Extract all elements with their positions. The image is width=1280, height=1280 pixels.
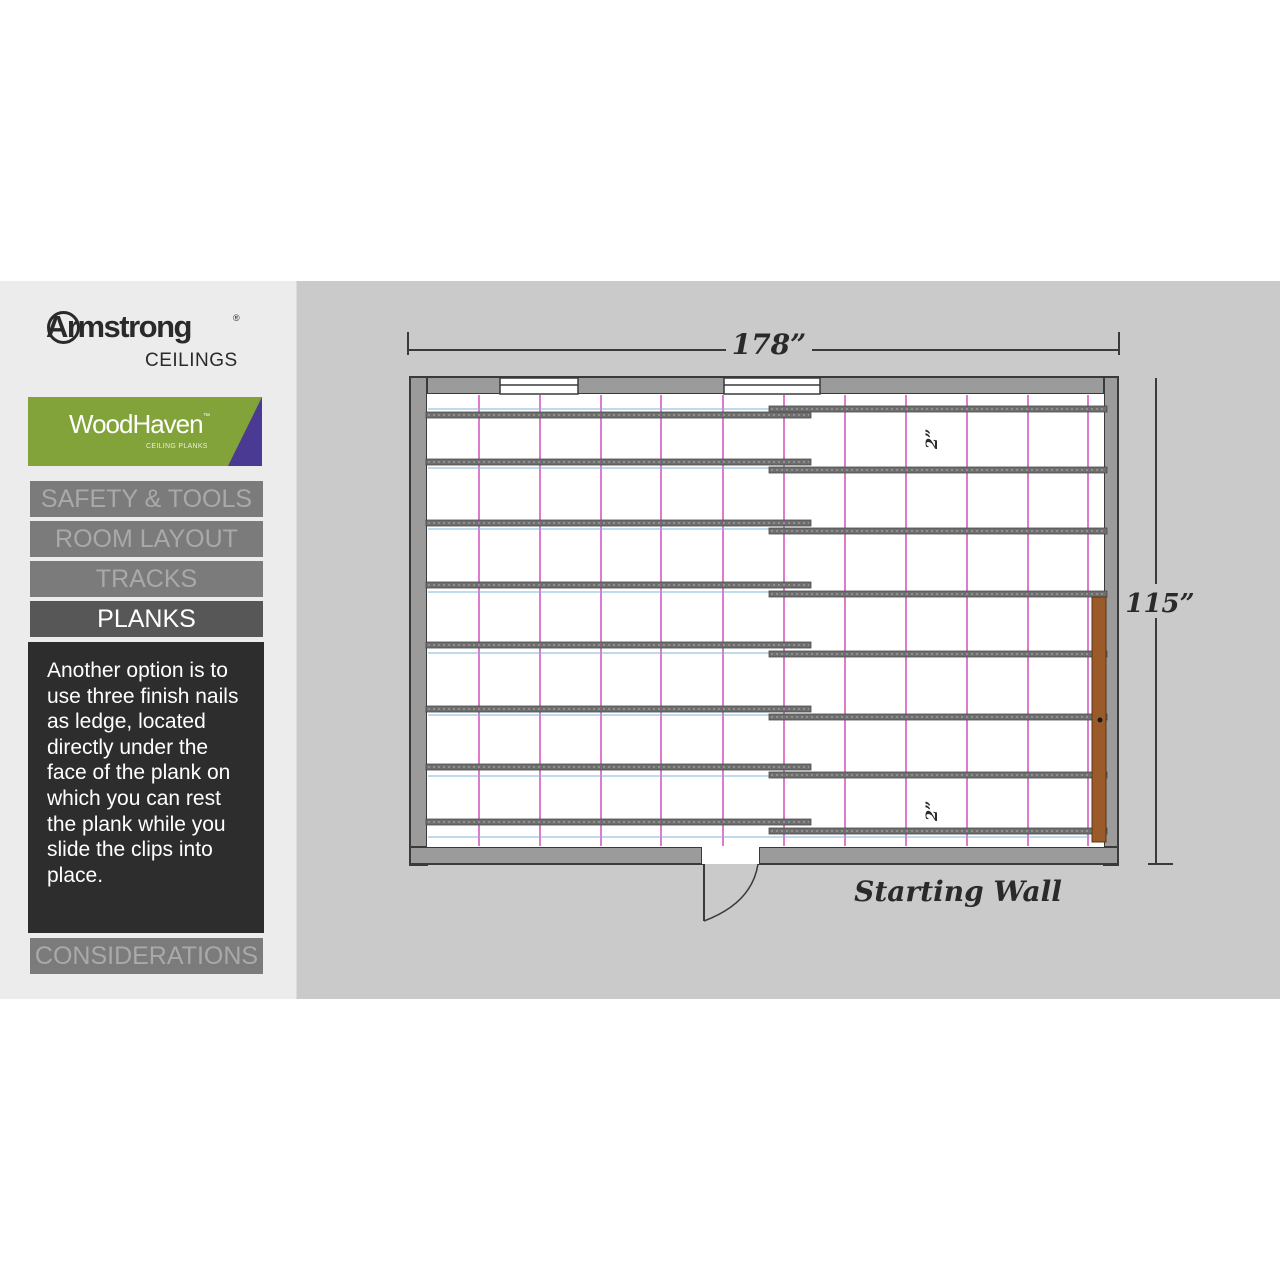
height-dimension — [1148, 378, 1173, 864]
brand-name: Armstrong — [46, 309, 191, 344]
nail-marker — [1098, 718, 1103, 723]
nav-tracks[interactable]: TRACKS — [30, 561, 263, 597]
product-name: WoodHaven — [69, 409, 203, 439]
description-text: Another option is to use three finish nails as ledge, located directly under the face of the plank on which you can rest the plank while you slide the clips into place. — [47, 659, 239, 887]
room-layout-diagram — [0, 281, 1280, 999]
nav-room-layout[interactable]: ROOM LAYOUT — [30, 521, 263, 557]
nav-safety-tools[interactable]: SAFETY & TOOLS — [30, 481, 263, 517]
spacing-label-bottom: 2” — [922, 800, 941, 821]
spacing-label-top: 2” — [922, 428, 941, 449]
width-label: 178” — [731, 328, 807, 361]
nav-planks[interactable]: PLANKS — [30, 601, 263, 637]
lesson-frame — [0, 281, 1280, 999]
starting-wall-label: Starting Wall — [854, 875, 1062, 908]
height-label: 115” — [1125, 589, 1195, 619]
brand-subtitle: CEILINGS — [145, 350, 238, 371]
product-tm: ™ — [203, 413, 210, 420]
nav-considerations[interactable]: CONSIDERATIONS — [30, 938, 263, 974]
product-subtitle: CEILING PLANKS — [146, 443, 208, 450]
brand-reg-mark: ® — [233, 313, 240, 323]
